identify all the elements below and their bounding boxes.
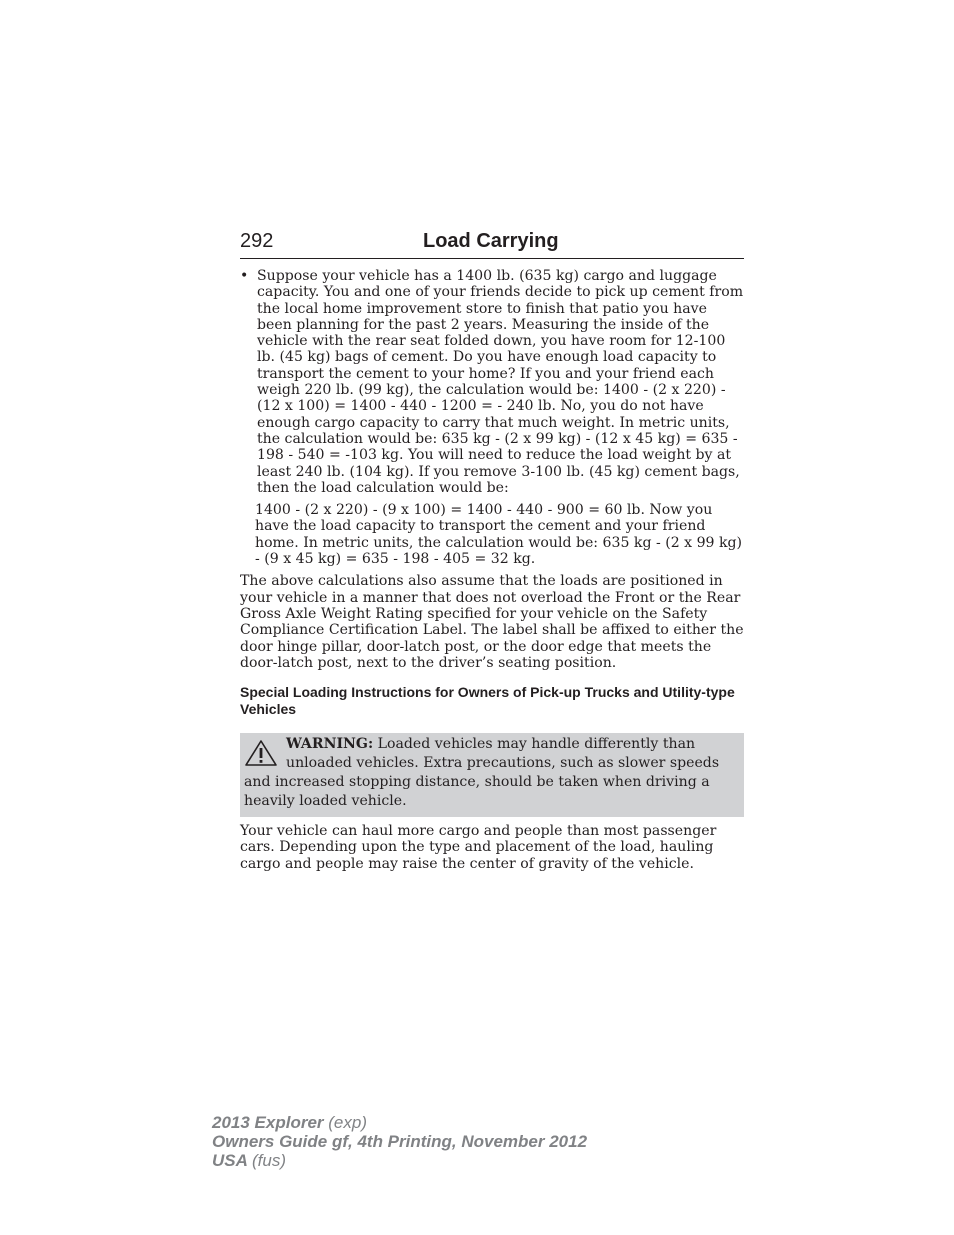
warning-triangle-icon [244,739,278,767]
bullet-item [240,268,744,496]
body-paragraph: The above calculations also assume that the loads are positioned in your vehicle in a manner that does not overload the Front or the Rear Gross Axle Weight Rating specified for your vehicle on the Safety Compliance Certification Label. The label shall be affixed to either the door hinge pillar, door-latch post, or the door edge that meets the door-latch post, next to the driver’s seating position. [240,573,744,671]
page-number: 292 [240,230,274,252]
page-footer [212,1113,587,1170]
page-header [240,228,744,259]
section-subheading: Special Loading Instructions for Owners of Pick-up Trucks and Utility-type Vehicles [240,684,735,717]
warning-label: WARNING: [286,736,374,753]
bullet-marker: • [240,268,249,284]
footer-market: USA [212,1151,248,1170]
footer-model-code: (exp) [328,1113,367,1132]
bullet-continuation: 1400 - (2 x 220) - (9 x 100) = 1400 - 440 - 900 = 60 lb. Now you have the load capacity to transport the cement and your friend home. In metric units, the calculation would be: 635 kg - (2 x 99 kg) - (9 x 45 kg) = 635 - 198 - 405 = 32 kg. [255,502,743,568]
page-content [240,268,744,872]
final-paragraph: Your vehicle can haul more cargo and people than most passenger cars. Depending upon the type and placement of the load, hauling cargo and people may raise the center of gravity of the vehicle. [240,823,717,872]
footer-market-code: (fus) [252,1151,286,1170]
footer-line-1 [212,1113,587,1132]
footer-line-2: Owners Guide gf, 4th Printing, November 2012 [212,1132,588,1151]
warning-text: Loaded vehicles may handle differently than unloaded vehicles. Extra precautions, such as slower speeds and increased stopping distance, should be taken when driving a heavily loaded vehicle. [244,736,720,810]
footer-line-3 [212,1151,587,1170]
page-title: Load Carrying [423,230,559,252]
warning-box [240,733,744,817]
bullet-text: Suppose your vehicle has a 1400 lb. (635 kg) cargo and luggage capacity. You and one of your friends decide to pick up cement from the local home improvement store to finish that patio you have been planning for the past 2 years. Measuring the inside of the vehicle with the rear seat folded down, you have room for 12-100 lb. (45 kg) bags of cement. Do you have enough load capacity to transport the cement to your home? If you and your friend each weigh 220 lb. (99 kg), the calculation would be: 1400 - (2 x 220) - (12 x 100) = 1400 - 440 - 1200 = - 240 lb. No, you do not have enough cargo capacity to carry that much weight. In metric units, the calculation would be: 635 kg - (2 x 99 kg) - (12 x 45 kg) = 635 - 198 - 540 = -103 kg. You will need to reduce the load weight by at least 240 lb. (104 kg). If you remove 3-100 lb. (45 kg) cement bags, then the load calculation would be: [257,268,744,496]
footer-model: 2013 Explorer [212,1113,324,1132]
